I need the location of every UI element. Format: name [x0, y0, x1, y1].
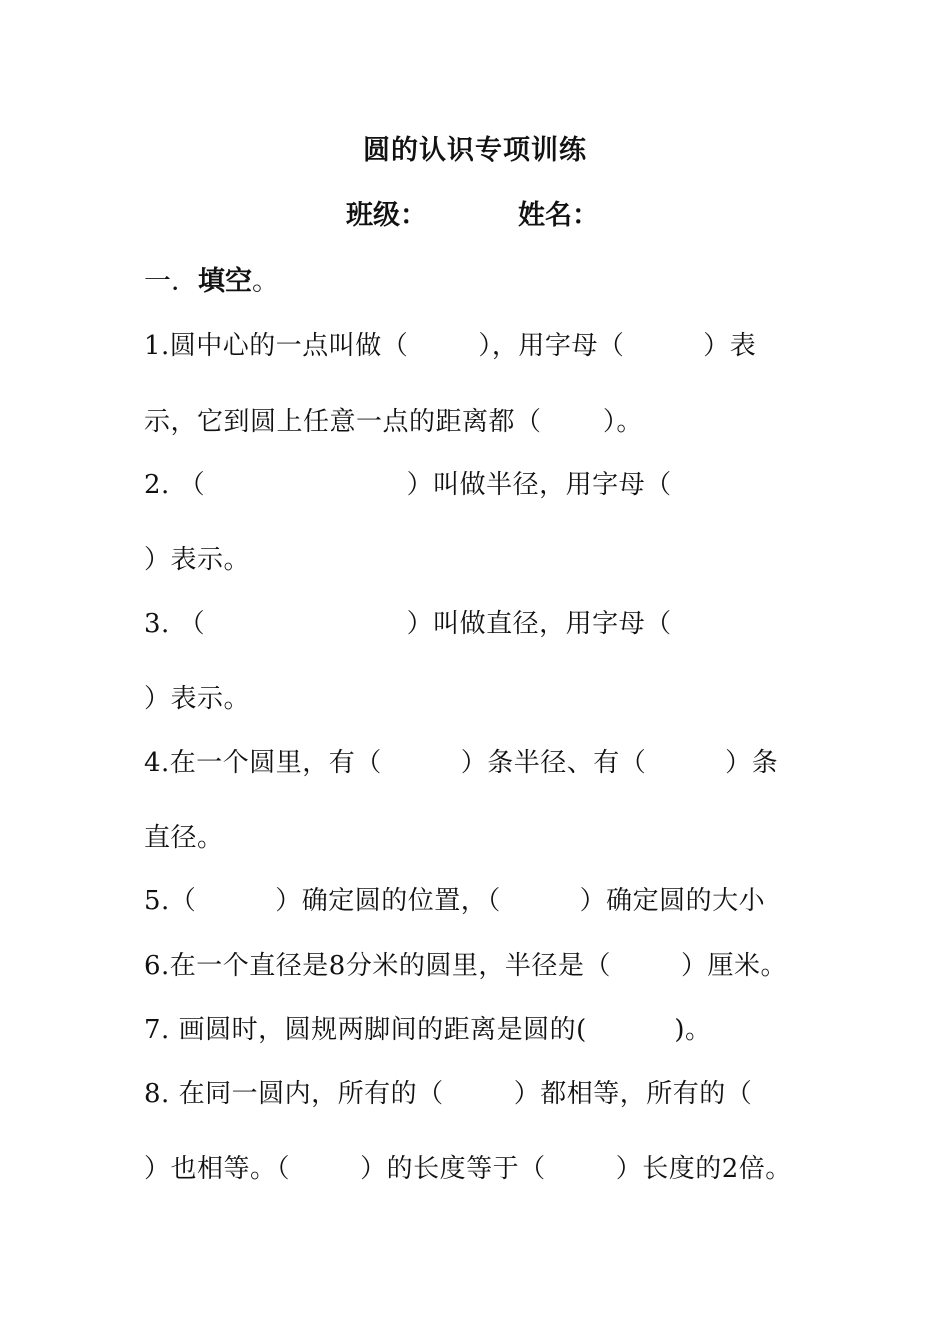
page-title: 圆的认识专项训练	[363, 135, 587, 166]
question-4-line-1: 4.在一个圆里，有（ ）条半径、有（ ）条	[144, 748, 779, 778]
question-2-line-1: 2. （ ）叫做半径，用字母（	[144, 470, 672, 500]
question-1-line-2: 示，它到圆上任意一点的距离都（ ）。	[144, 407, 643, 437]
question-3-line-2: ）表示。	[144, 684, 251, 714]
name-label: 姓名：	[518, 200, 599, 231]
question-2-line-2: ）表示。	[144, 545, 251, 575]
question-8-line-2: ）也相等。（ ）的长度等于（ ）长度的2倍。	[144, 1154, 792, 1184]
section-title: 填空	[198, 266, 252, 297]
question-7-line: 7. 画圆时，圆规两脚间的距离是圆的( )。	[144, 1015, 712, 1045]
class-label: 班级：	[346, 200, 427, 231]
question-3-line-1: 3. （ ）叫做直径，用字母（	[144, 609, 672, 639]
question-4-line-2: 直径。	[144, 823, 224, 853]
question-1-line-1: 1.圆中心的一点叫做（ ），用字母（ ）表	[144, 331, 757, 361]
section-number: 一．	[144, 266, 198, 297]
question-5-line: 5.（ ）确定圆的位置，（ ）确定圆的大小	[144, 886, 766, 916]
question-6-line: 6.在一个直径是8分米的圆里，半径是（ ）厘米。	[144, 951, 787, 981]
section-end-mark: 。	[252, 266, 279, 297]
section-heading	[144, 259, 279, 298]
question-8-line-1: 8. 在同一圆内，所有的（ ）都相等，所有的（	[144, 1079, 753, 1109]
